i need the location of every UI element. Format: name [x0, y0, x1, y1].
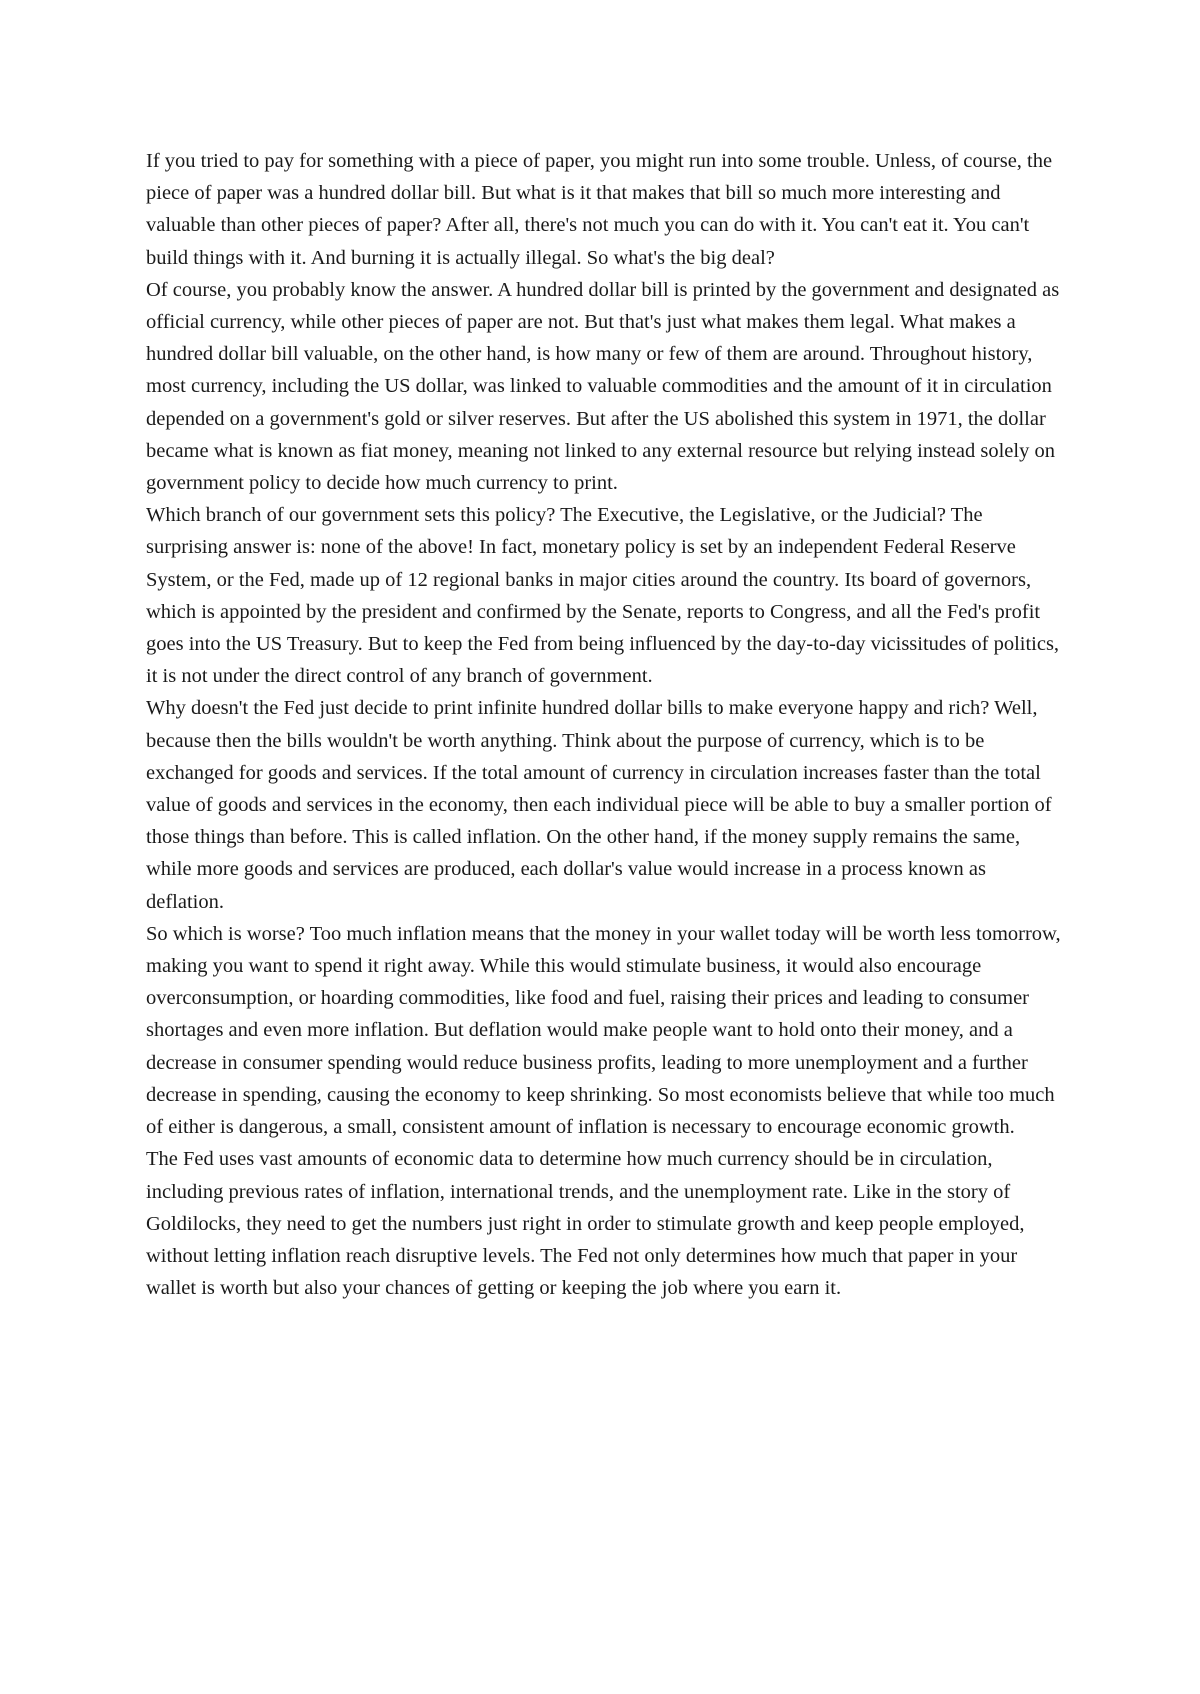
paragraph-intro: If you tried to pay for something with a piece of paper, you might run into some trouble. Unless, of course, the piece of paper was a hundred dollar bill. But what is it that makes that bill so much more interesting and valuable than other pieces of paper? After all, there's not much you can do with it. You can't eat it. You can't build things with it. And burning it is actually illegal. So what's the big deal?	[146, 150, 1053, 269]
paragraph-which-is-worse: So which is worse? Too much inflation means that the money in your wallet today will be worth less tomorrow, making you want to spend it right away. While this would stimulate business, it would also encourage overconsumption, or hoarding commodities, like food and fuel, raising their prices and leading to consumer shortages and even more inflation. But deflation would make people want to hold onto their money, and a decrease in consumer spending would reduce business profits, leading to more unemployment and a further decrease in spending, causing the economy to keep shrinking. So most economists believe that while too much of either is dangerous, a small, consistent amount of inflation is necessary to encourage economic growth.	[146, 922, 1061, 1139]
paragraph-conclusion: The Fed uses vast amounts of economic data to determine how much currency should be in circulation, including previous rates of inflation, international trends, and the unemployment rate. Like in the story of Goldilocks, they need to get the numbers just right in order to stimulate growth and keep people employed, without letting inflation reach disruptive levels. The Fed not only determines how much that paper in your wallet is worth but also your chances of getting or keeping the job where you earn it.	[146, 1148, 1025, 1300]
document-body	[146, 145, 1066, 1304]
paragraph-fiat-money: Of course, you probably know the answer. A hundred dollar bill is printed by the government and designated as official currency, while other pieces of paper are not. But that's just what makes them legal. What makes a hundred dollar bill valuable, on the other hand, is how many or few of them are around. Throughout history, most currency, including the US dollar, was linked to valuable commodities and the amount of it in circulation depended on a government's gold or silver reserves. But after the US abolished this system in 1971, the dollar became what is known as fiat money, meaning not linked to any external resource but relying instead solely on government policy to decide how much currency to print.	[146, 278, 1060, 495]
paragraph-inflation-deflation: Why doesn't the Fed just decide to print infinite hundred dollar bills to make everyone happy and rich? Well, because then the bills wouldn't be worth anything. Think about the purpose of currency, which is to be exchanged for goods and services. If the total amount of currency in circulation increases faster than the total value of goods and services in the economy, then each individual piece will be able to buy a smaller portion of those things than before. This is called inflation. On the other hand, if the money supply remains the same, while more goods and services are produced, each dollar's value would increase in a process known as deflation.	[146, 697, 1052, 913]
paragraph-federal-reserve: Which branch of our government sets this policy? The Executive, the Legislative, or the Judicial? The surprising answer is: none of the above! In fact, monetary policy is set by an independent Federal Reserve System, or the Fed, made up of 12 regional banks in major cities around the country. Its board of governors, which is appointed by the president and confirmed by the Senate, reports to Congress, and all the Fed's profit goes into the US Treasury. But to keep the Fed from being influenced by the day-to-day vicissitudes of politics, it is not under the direct control of any branch of government.	[146, 504, 1060, 688]
